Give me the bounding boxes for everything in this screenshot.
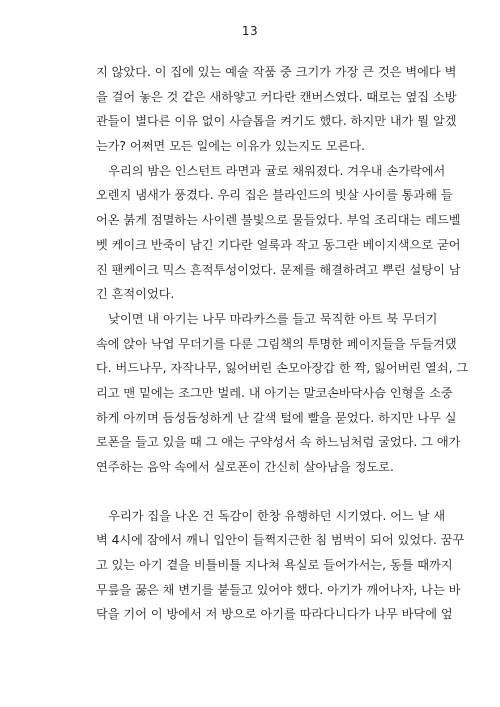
paragraph-4: [96, 504, 465, 627]
text-line: 고 있는 아기 곁을 비틀비틀 지나쳐 욕실로 들어가서는, 동틀 때까지: [96, 558, 453, 573]
text-line: 닥을 기어 이 방에서 저 방으로 아기를 따라다니다가 나무 바닥에 엎: [96, 607, 453, 622]
text-line: 낮이면 내 아기는 나무 마라카스를 들고 묵직한 아트 북 무더기: [96, 311, 438, 326]
text-line: 연주하는 음악 속에서 실로폰이 간신히 살아남을 정도로.: [96, 460, 394, 474]
text-line: 우리의 밤은 인스턴트 라면과 귤로 채워졌다. 겨우내 손가락에서: [96, 163, 446, 178]
text-line: 우리가 집을 나온 건 독감이 한창 유행하던 시기였다. 어느 날 새: [96, 508, 446, 523]
text-line: 긴 흔적이었다.: [96, 287, 175, 302]
text-line: 오렌지 냄새가 풍겼다. 우리 집은 블라인드의 빗살 사이를 통과해 들: [96, 188, 453, 203]
text-line: 을 걸어 놓은 것 같은 새하얗고 커다란 캔버스였다. 때로는 옆집 소방: [96, 89, 457, 104]
text-line: 벽 4시에 잠에서 깨니 입안이 들쩍지근한 침 범벅이 되어 있었다. 꿈꾸: [96, 533, 465, 548]
text-line: 하게 아끼며 듬성듬성하게 난 갈색 털에 빨을 묻었다. 하지만 나무 실: [96, 410, 457, 425]
text-line: 어온 붉게 점멸하는 사이렌 불빛으로 물들었다. 부엌 조리대는 레드벨: [96, 213, 461, 228]
text-line: 무릎을 꿇은 채 변기를 붙들고 있어야 했다. 아기가 깨어나자, 나는 바: [96, 582, 461, 597]
paragraph-2: [96, 159, 461, 307]
body-text: [96, 60, 469, 627]
page-number: 13: [241, 24, 259, 38]
text-line: 벳 케이크 반죽이 남긴 기다란 얼룩과 작고 동그란 베이지색으로 굳어: [96, 237, 461, 252]
text-line: 로폰을 들고 있을 때 그 애는 구약성서 속 하느님처럼 굴었다. 그 애가: [96, 435, 461, 450]
text-line: 는가? 어쩌면 모든 일에는 이유가 있는지도 모른다.: [96, 139, 366, 154]
text-line: 진 팬케이크 믹스 흔적투성이었다. 문제를 해결하려고 뿌린 설탕이 남: [96, 262, 461, 277]
text-line: 관들이 별다른 이유 없이 사슬톱을 켜기도 했다. 하지만 내가 뭘 알겠: [96, 114, 457, 129]
text-line: 속에 앉아 낙엽 무더기를 다룬 그림책의 투명한 페이지들을 두들겨댔: [96, 336, 457, 351]
text-line: 리고 맨 밑에는 조그만 벌레. 내 아기는 말코손바닥사슴 인형을 소중: [96, 385, 453, 400]
text-line: 지 않았다. 이 집에 있는 예술 작품 중 크기가 가장 큰 것은 벽에다 벽: [96, 65, 457, 79]
section-break: [96, 480, 414, 504]
paragraph-1: [96, 60, 457, 159]
text-line: 다. 버드나무, 자작나무, 잃어버린 손모아장갑 한 짝, 잃어버린 열쇠, 그: [96, 361, 469, 376]
paragraph-3: [96, 307, 469, 480]
